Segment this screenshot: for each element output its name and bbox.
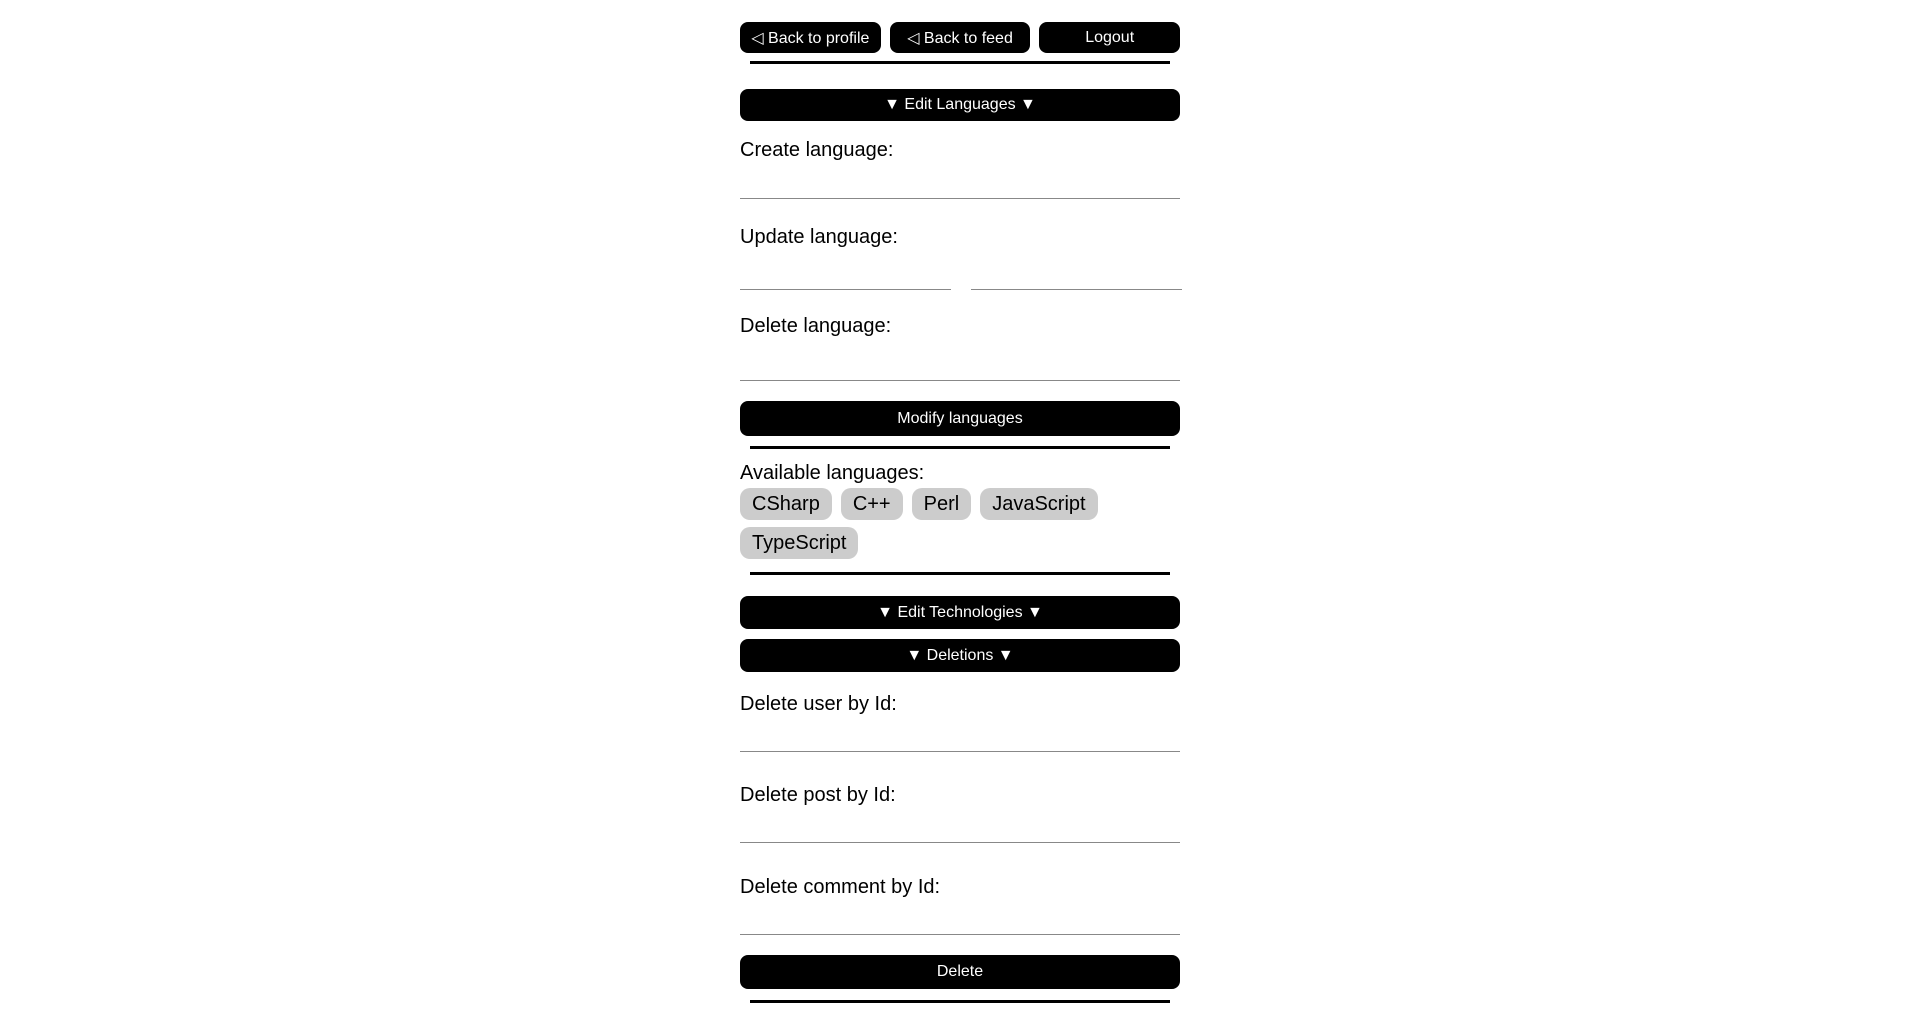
delete-user-input[interactable]: [740, 717, 1180, 752]
delete-language-label: Delete language:: [740, 315, 892, 337]
update-language-to-input[interactable]: [971, 250, 1182, 290]
available-languages-label: Available languages:: [740, 462, 925, 484]
delete-comment-input[interactable]: [740, 900, 1180, 935]
tags-divider: [750, 572, 1170, 575]
create-language-label: Create language:: [740, 139, 894, 161]
languages-divider: [750, 446, 1170, 449]
delete-button[interactable]: Delete: [740, 955, 1180, 989]
language-tag-javascript: JavaScript: [980, 488, 1097, 520]
deletions-toggle[interactable]: ▼ Deletions ▼: [740, 639, 1180, 672]
back-to-profile-button[interactable]: ◁ Back to profile: [740, 22, 881, 53]
logout-button[interactable]: Logout: [1039, 22, 1180, 53]
edit-languages-toggle[interactable]: ▼ Edit Languages ▼: [740, 89, 1180, 121]
edit-technologies-toggle[interactable]: ▼ Edit Technologies ▼: [740, 596, 1180, 629]
create-language-input[interactable]: [740, 163, 1180, 199]
modify-languages-button[interactable]: Modify languages: [740, 401, 1180, 436]
delete-post-label: Delete post by Id:: [740, 784, 896, 806]
update-language-inputs: [740, 250, 1180, 290]
language-tag-perl: Perl: [912, 488, 972, 520]
delete-user-label: Delete user by Id:: [740, 693, 897, 715]
language-tag-typescript: TypeScript: [740, 527, 858, 559]
top-divider: [750, 61, 1170, 64]
delete-post-input[interactable]: [740, 808, 1180, 843]
bottom-divider: [750, 1000, 1170, 1003]
language-tags: [740, 488, 1180, 559]
delete-comment-label: Delete comment by Id:: [740, 876, 941, 898]
top-nav-row: [740, 22, 1180, 53]
delete-language-input[interactable]: [740, 339, 1180, 381]
language-tag-cpp: C++: [841, 488, 903, 520]
update-language-label: Update language:: [740, 226, 898, 248]
back-to-feed-button[interactable]: ◁ Back to feed: [890, 22, 1031, 53]
update-language-from-input[interactable]: [740, 250, 951, 290]
language-tag-csharp: CSharp: [740, 488, 832, 520]
admin-panel: [740, 0, 1180, 1003]
